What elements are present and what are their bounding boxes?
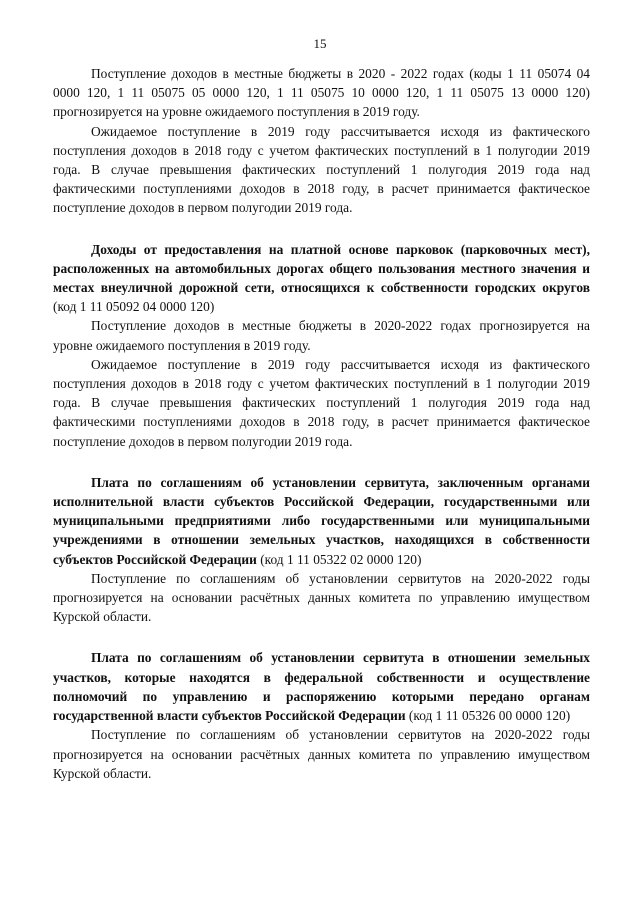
section-parking-title — [53, 240, 590, 317]
section-parking-paragraph-1: Поступление доходов в местные бюджеты в 2020-2022 годах прогнозируется на уровне ожидаемого поступления в 2019 году. — [53, 318, 590, 353]
paragraph-local-budgets: Поступление доходов в местные бюджеты в 2020 - 2022 годах (коды 1 11 05074 04 0000 120, 1 11 05075 05 0000 120, 1 11 05075 10 0000 120, 1 11 05075 13 0000 120) прогнозируется на уровне ожидаемого поступления в 2019 году. — [53, 66, 590, 120]
section-parking-paragraph-2: Ожидаемое поступление в 2019 году рассчитывается исходя из фактического поступления доходов в 2018 году с учетом фактических поступлений в 1 полугодии 2019 года. В случае превышения фактических поступлений 1 полугодия 2019 года над фактическими поступлениями доходов в 2018 году, в расчет принимается фактическое поступление доходов в первом полугодии 2019 года. — [53, 356, 590, 449]
section-parking-heading: Доходы от предоставления на платной основе парковок (парковочных мест), расположенных на автомобильных дорогах общего пользования местного значения и местах внеуличной дорожной сети, относящихся к собственности городских округов — [53, 241, 590, 296]
section-servitude-regional-title — [53, 473, 590, 569]
document-body — [53, 64, 590, 783]
section-servitude-regional-code: (код 1 11 05322 02 0000 120) — [260, 551, 422, 567]
section-servitude-federal-title — [53, 648, 590, 725]
paragraph-expected-revenue: Ожидаемое поступление в 2019 году рассчитывается исходя из фактического поступления доходов в 2018 году с учетом фактических поступлений в 1 полугодии 2019 года. В случае превышения фактических поступлений 1 полугодия 2019 года над фактическими поступлениями доходов в 2018 году, в расчет принимается фактическое поступление доходов в первом полугодии 2019 года. — [53, 123, 590, 216]
section-servitude-federal-heading: Плата по соглашениям об установлении сервитута в отношении земельных участков, которые находятся в федеральной собственности и осуществление полномочий по управлению и распоряжению которыми передано органам государственной власти субъектов Российской Федерации — [53, 650, 590, 724]
section-servitude-federal-paragraph: Поступление по соглашениям об установлении сервитутов на 2020-2022 годы прогнозируется на основании расчётных данных комитета по управлению имуществом Курской области. — [53, 727, 590, 781]
section-servitude-regional-heading: Плата по соглашениям об установлении сервитута, заключенным органами исполнительной власти субъектов Российской Федерации, государственными или муниципальными предприятиями либо государственными или муниципальными учреждениями в отношении земельных участков, находящихся в собственности субъектов Российской Федерации — [53, 474, 590, 567]
section-parking-code: (код 1 11 05092 04 0000 120) — [53, 299, 215, 315]
page-number: 15 — [313, 36, 327, 51]
section-servitude-regional-paragraph: Поступление по соглашениям об установлении сервитутов на 2020-2022 годы прогнозируется на основании расчётных данных комитета по управлению имуществом Курской области. — [53, 570, 590, 625]
section-servitude-federal-code: (код 1 11 05326 00 0000 120) — [408, 708, 571, 724]
